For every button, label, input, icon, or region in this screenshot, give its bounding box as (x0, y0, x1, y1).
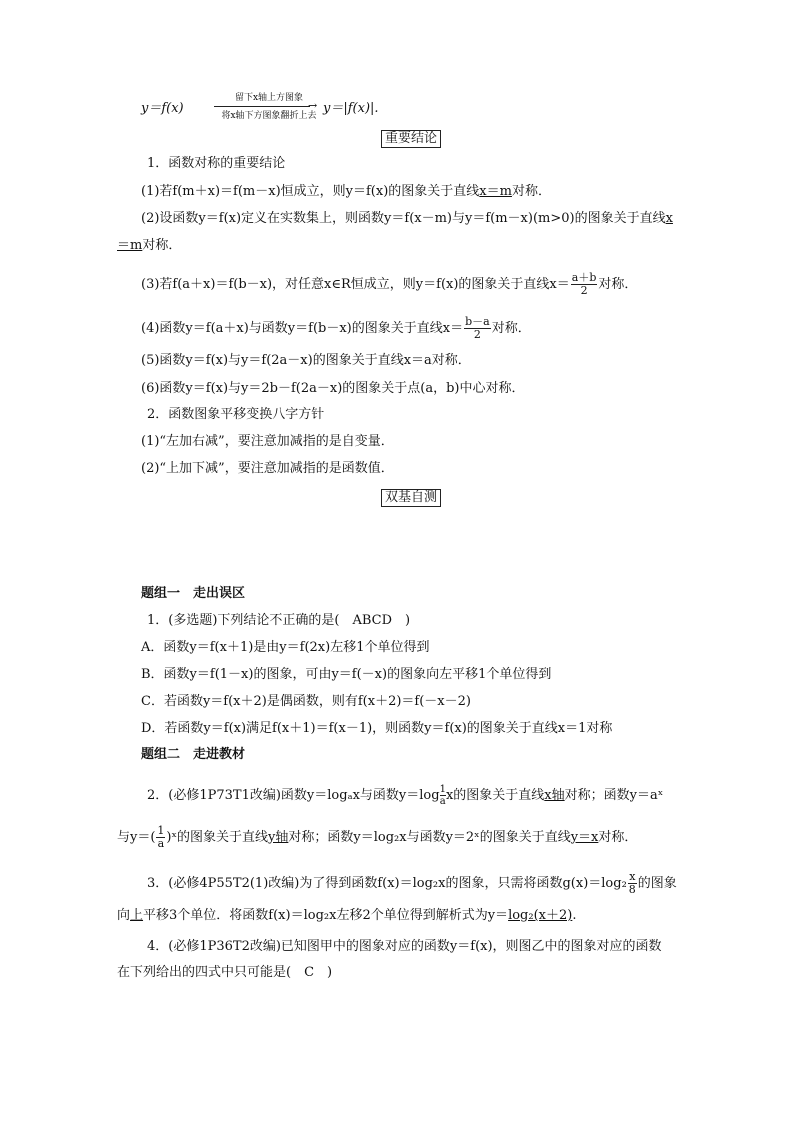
conclusion-2-answer-b: ＝m (117, 238, 143, 253)
exercise-2-line2 (117, 825, 637, 850)
rule-2: (2)“上加下减”，要注意加减指的是函数值． (141, 461, 394, 476)
exercise-1-option-c: C．若函数y＝f(x＋2)是偶函数，则有f(x＋2)＝f(－x－2) (141, 694, 471, 709)
exercise-3-end: 的图象 (637, 876, 677, 891)
exercise-1-option-b: B．函数y＝f(1－x)的图象，可由y＝f(－x)的图象向左平移1个单位得到 (141, 667, 552, 682)
fraction-denominator: 8 (628, 883, 636, 896)
exercise-3-text: 3．(必修4P55T2(1)改编)为了得到函数f(x)＝log₂x的图象，只需将函数g(x)＝log₂ (147, 876, 627, 891)
conclusion-1 (141, 183, 551, 201)
rule-1: (1)“左加右减”，要注意加减指的是自变量． (141, 434, 394, 449)
fraction-numerator: a＋b (571, 271, 597, 284)
conclusion-4-text: (4)函数y＝f(a＋x)与函数y＝f(b－x)的图象关于直线x＝ (141, 321, 464, 336)
conclusion-3-fraction (571, 272, 598, 297)
fraction-numerator: x (629, 870, 636, 883)
exercise-2b-mid2: 对称；函数y＝log₂x与函数y＝2ˣ的图象关于直线 (288, 830, 571, 845)
exercise-3b-mid: 平移3个单位．将函数f(x)＝log₂x左移2个单位得到解析式为y＝ (143, 908, 509, 923)
exercise-2-answer-3: y＝x (570, 830, 599, 845)
exercise-1-option-a: A．函数y＝f(x＋1)是由y＝f(2x)左移1个单位得到 (141, 640, 430, 655)
conclusion-6: (6)函数y＝f(x)与y＝2b－f(2a－x)的图象关于点(a，b)中心对称． (141, 381, 525, 396)
arrow-top-label: 留下x轴上方图象 (234, 93, 304, 103)
arrow-line (214, 106, 310, 107)
conclusion-3-end: 对称． (598, 277, 638, 292)
conclusion-4-fraction (464, 316, 491, 341)
exercise-3b-end: . (572, 908, 577, 923)
conclusion-2-text: (2)设函数y＝f(x)定义在实数集上，则函数y＝f(x－m)与y＝f(m－x)(m>0)的图象关于直线 (141, 211, 666, 226)
conclusion-3-text: (3)若f(a＋x)＝f(b－x)，对任意x∈R恒成立，则y＝f(x)的图象关于直线x＝ (141, 277, 570, 292)
conclusion-1-end: 对称． (511, 184, 551, 199)
conclusion-3 (141, 272, 637, 297)
exercise-3-line2 (117, 907, 576, 925)
fraction-denominator: 2 (473, 328, 481, 341)
line-top-rhs: y＝|f(x)|. (323, 101, 379, 116)
exercise-2-line1 (147, 784, 663, 807)
exercise-2-end: 对称；函数y＝aˣ (564, 788, 664, 803)
transform-arrow (214, 93, 324, 123)
exercise-4-line2: 在下列给出的四式中只可能是( C ) (117, 965, 333, 980)
exercise-2-mid: x的图象关于直线 (445, 788, 545, 803)
group-2-title: 题组二 走进教材 (141, 747, 246, 762)
exercise-2b-mid: )ˣ的图象关于直线 (166, 830, 269, 845)
fraction-denominator: a (157, 837, 165, 850)
exercise-1-option-d: D．若函数y＝f(x)满足f(x＋1)＝f(x－1)，则函数y＝f(x)的图象关于直线x＝1对称 (141, 721, 613, 736)
exercise-3-line1 (147, 871, 677, 896)
exercise-4-line1: 4．(必修1P36T2改编)已知图甲中的图象对应的函数y＝f(x)，则图乙中的图象对应的函数 (147, 939, 662, 954)
conclusion-2-answer-a: x (665, 211, 673, 226)
item1-title: 1．函数对称的重要结论 (147, 156, 286, 171)
conclusion-4 (141, 316, 531, 341)
conclusion-4-end: 对称． (491, 321, 531, 336)
line-top-lhs: y＝f(x) (141, 101, 184, 116)
exercise-3b-pre: 向 (117, 908, 131, 923)
conclusion-2b (117, 237, 181, 255)
arrow-head-icon: → (308, 99, 318, 112)
exercise-2-text: 2．(必修1P73T1改编)函数y＝logₐx与函数y＝log (147, 788, 440, 803)
exercise-3-answer-2: log₂(x＋2) (508, 908, 573, 923)
group-1-title: 题组一 走出误区 (141, 586, 246, 601)
fraction-numerator: 1 (439, 784, 446, 795)
exercise-3-fraction (628, 871, 637, 896)
conclusion-2a (141, 210, 673, 228)
conclusion-5: (5)函数y＝f(x)与y＝f(2a－x)的图象关于直线x＝a对称． (141, 353, 471, 368)
section-heading-self-test: 双基自测 (381, 489, 441, 507)
conclusion-2-end: 对称． (142, 238, 182, 253)
fraction-numerator: b－a (465, 315, 490, 328)
exercise-3-answer-1: 上 (130, 908, 144, 923)
fraction-numerator: 1 (157, 824, 165, 837)
conclusion-1-text: (1)若f(m＋x)＝f(m－x)恒成立，则y＝f(x)的图象关于直线 (141, 184, 480, 199)
exercise-1: 1．(多选题)下列结论不正确的是( ABCD ) (147, 613, 411, 628)
exercise-2-fraction-b (156, 825, 165, 850)
exercise-2b-pre: 与y＝( (117, 830, 156, 845)
exercise-2b-end: 对称． (598, 830, 638, 845)
conclusion-1-answer: x＝m (479, 184, 512, 199)
section-heading-important: 重要结论 (381, 130, 441, 148)
fraction-denominator: 2 (580, 284, 588, 297)
exercise-2-answer-1: x轴 (544, 788, 565, 803)
exercise-2-answer-2: y轴 (268, 830, 289, 845)
fraction-denominator: a (439, 796, 446, 807)
arrow-bottom-label: 将x轴下方图象翻折上去 (221, 111, 317, 121)
item2-title: 2．函数图象平移变换八字方针 (147, 407, 325, 422)
